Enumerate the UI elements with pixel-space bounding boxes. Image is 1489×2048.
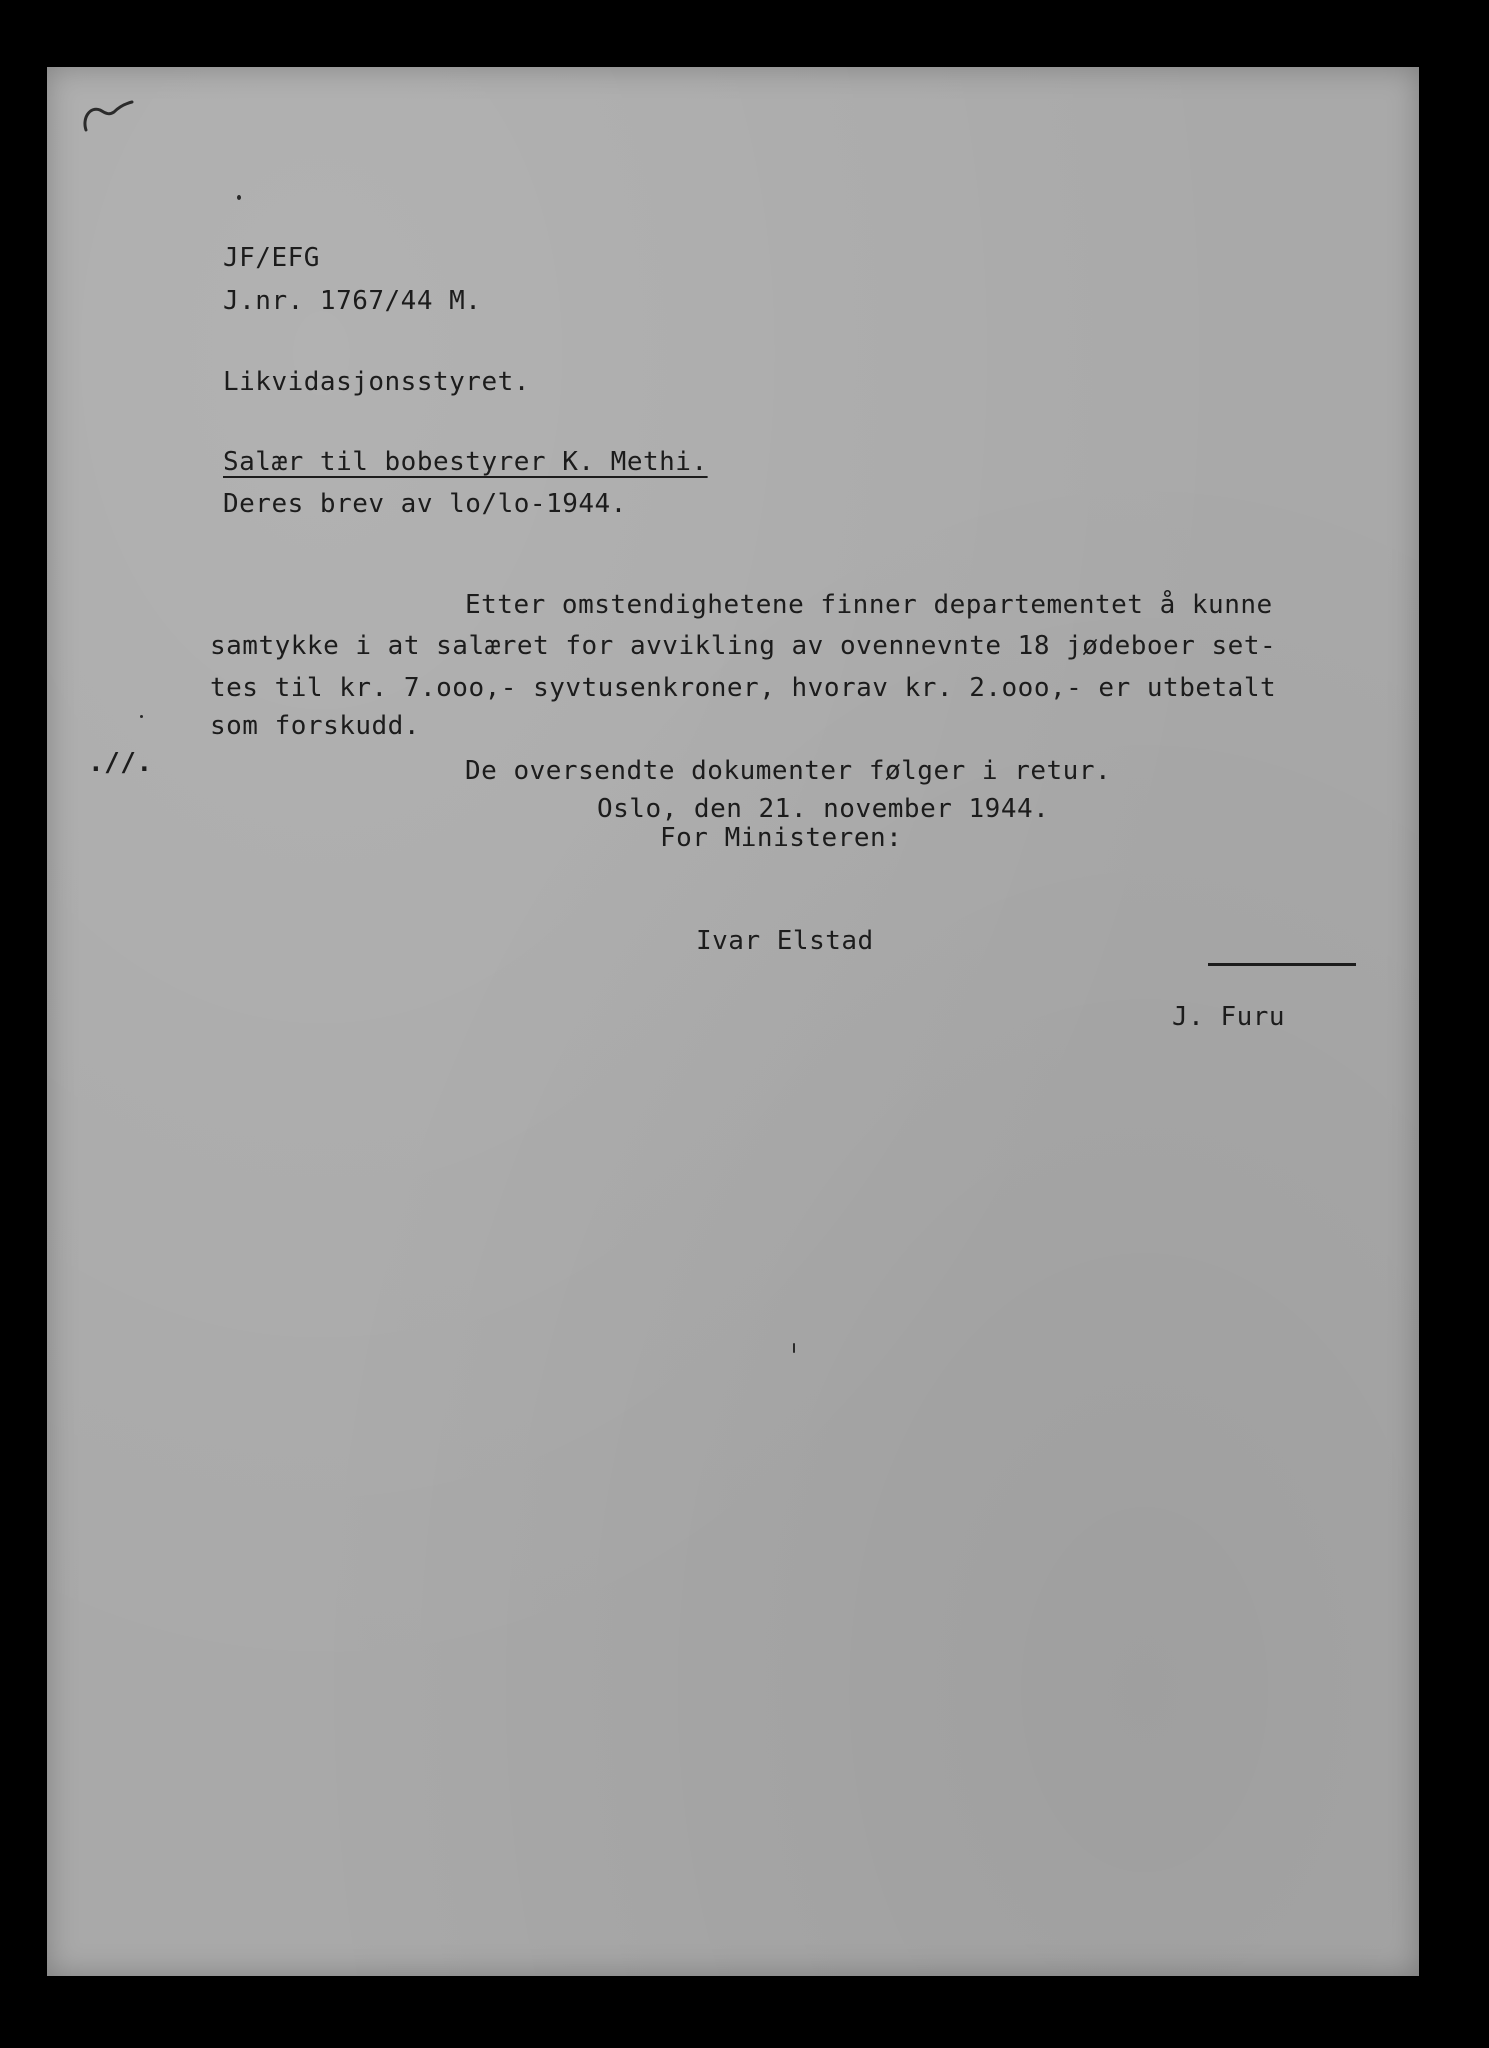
body-line-4: som forskudd. [210,711,420,741]
margin-mark: .//. [88,748,153,778]
paper-speck [793,1343,795,1353]
body-line-1: Etter omstendighetene finner departementet å kunne [465,590,1273,620]
paper-speck [140,715,143,718]
signature-line [1208,963,1356,966]
for-minister: For Ministeren: [660,823,903,853]
subject: Salær til bobestyrer K. Methi. [223,447,708,477]
body-line-3: tes til kr. 7.ooo,- syvtusenkroner, hvorav kr. 2.ooo,- er utbetalt [210,673,1277,703]
return-note: De oversendte dokumenter følger i retur. [465,756,1112,786]
pencil-mark [80,96,140,136]
place-date: Oslo, den 21. november 1944. [597,794,1050,824]
body-line-2: samtykke i at salæret for avvikling av ovennevnte 18 jødeboer set- [210,631,1277,661]
recipient: Likvidasjonsstyret. [223,367,530,397]
co-signatory-name: J. Furu [1172,1002,1286,1032]
your-letter-reference: Deres brev av lo/lo-1944. [223,489,627,519]
reference-initials: JF/EFG [223,243,320,273]
signatory-name: Ivar Elstad [696,926,874,956]
paper-speck [237,195,241,200]
journal-number: J.nr. 1767/44 M. [223,286,482,316]
